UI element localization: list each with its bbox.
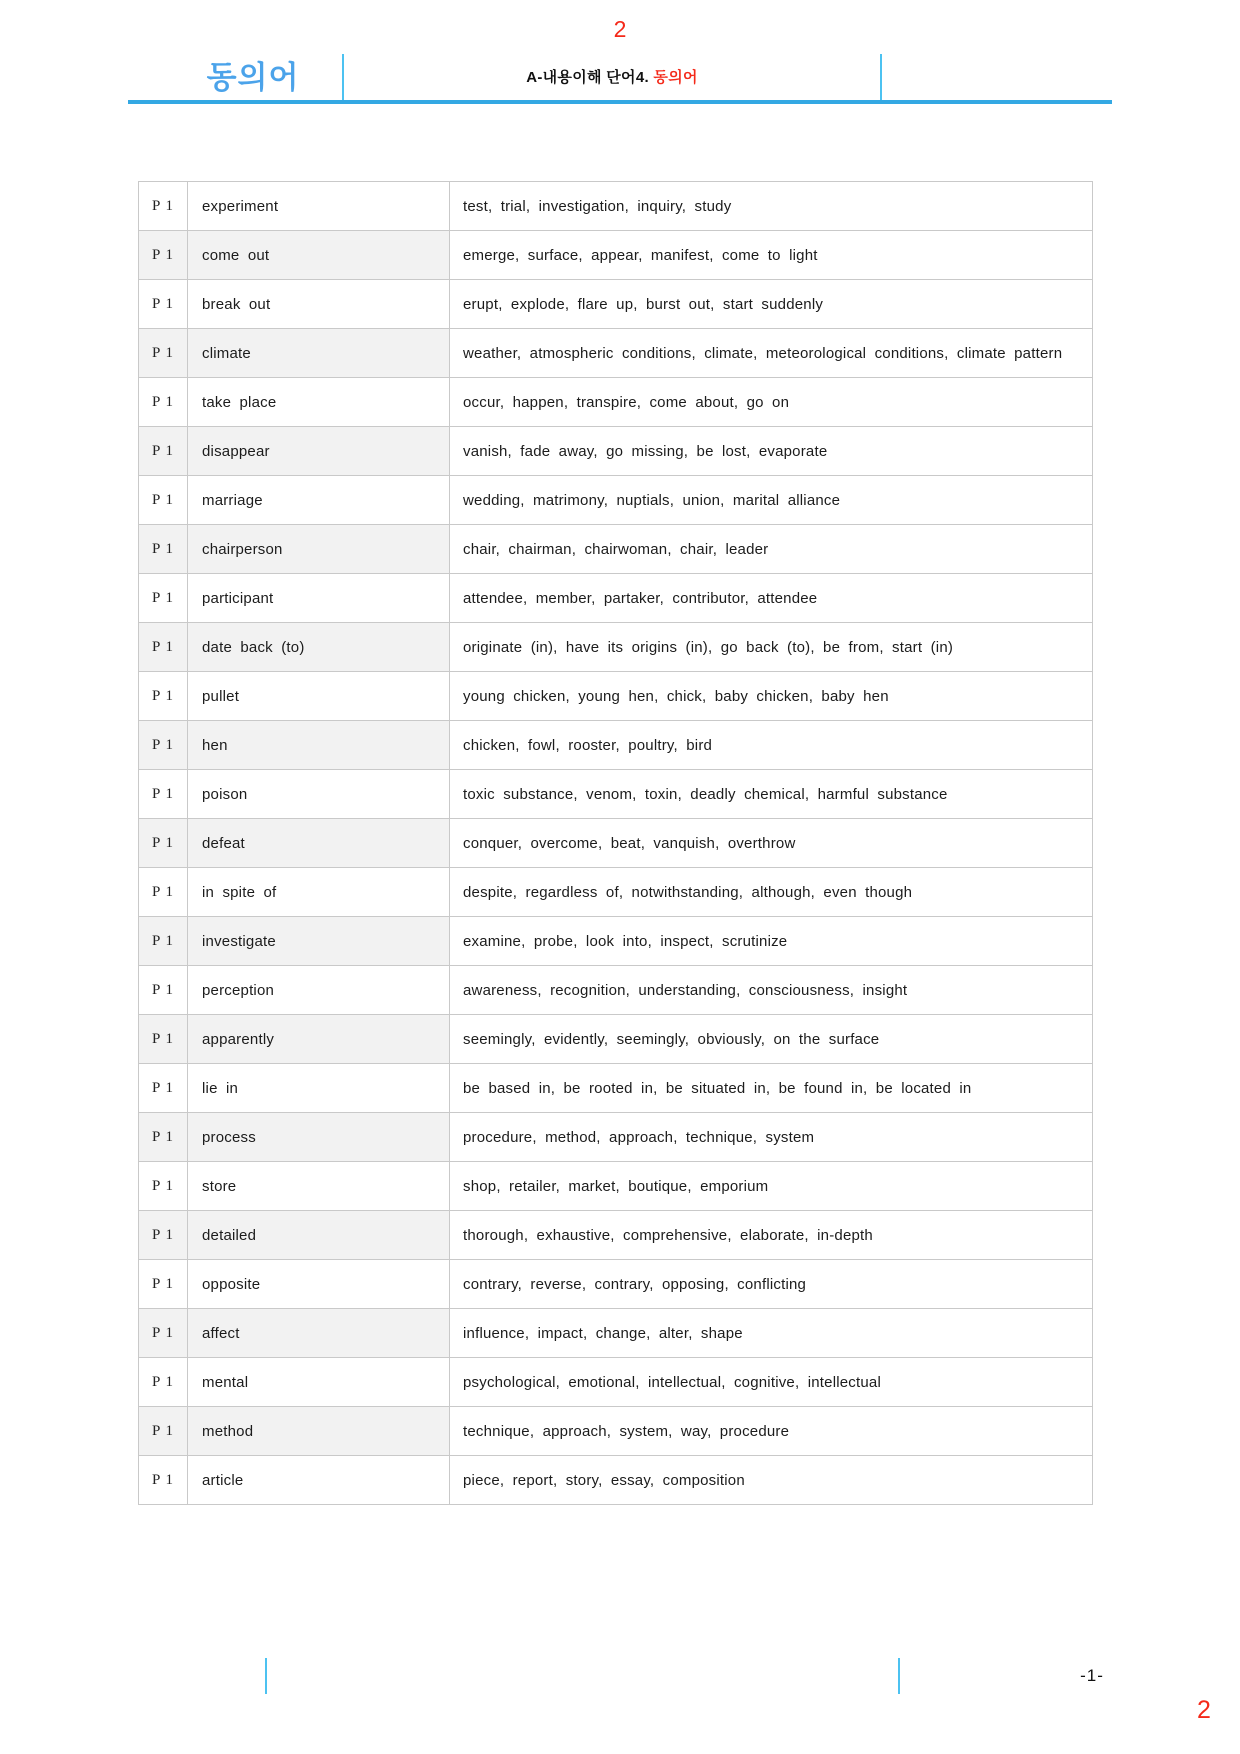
footer-divider-left [265, 1658, 267, 1694]
word-cell: date back (to) [188, 623, 450, 672]
synonym-table-body [139, 182, 1093, 1505]
table-row [139, 231, 1093, 280]
word-cell: article [188, 1456, 450, 1505]
synonyms-cell: wedding, matrimony, nuptials, union, marital alliance [450, 476, 1093, 525]
table-row [139, 1162, 1093, 1211]
synonyms-cell: psychological, emotional, intellectual, cognitive, intellectual [450, 1358, 1093, 1407]
table-row [139, 770, 1093, 819]
table-row [139, 329, 1093, 378]
table-row [139, 672, 1093, 721]
synonyms-cell: young chicken, young hen, chick, baby chicken, baby hen [450, 672, 1093, 721]
word-cell: participant [188, 574, 450, 623]
page-ref-cell: P 1 [139, 280, 188, 329]
table-row [139, 1211, 1093, 1260]
synonyms-cell: awareness, recognition, understanding, consciousness, insight [450, 966, 1093, 1015]
page-ref-cell: P 1 [139, 574, 188, 623]
table-row [139, 378, 1093, 427]
word-cell: disappear [188, 427, 450, 476]
word-cell: method [188, 1407, 450, 1456]
table-row [139, 182, 1093, 231]
synonym-table [138, 181, 1093, 1505]
header-center-title-black: A-내용이해 단어4. [526, 69, 649, 86]
page-ref-cell: P 1 [139, 182, 188, 231]
table-row [139, 1064, 1093, 1113]
page-ref-cell: P 1 [139, 672, 188, 721]
synonyms-cell: seemingly, evidently, seemingly, obviously, on the surface [450, 1015, 1093, 1064]
word-cell: perception [188, 966, 450, 1015]
page-ref-cell: P 1 [139, 1260, 188, 1309]
table-row [139, 1015, 1093, 1064]
table-row [139, 868, 1093, 917]
page-ref-cell: P 1 [139, 378, 188, 427]
table-row [139, 1260, 1093, 1309]
word-cell: pullet [188, 672, 450, 721]
table-row [139, 427, 1093, 476]
header-divider-right [880, 54, 882, 102]
synonyms-cell: chair, chairman, chairwoman, chair, leader [450, 525, 1093, 574]
page-ref-cell: P 1 [139, 1162, 188, 1211]
page-ref-cell: P 1 [139, 966, 188, 1015]
synonyms-cell: despite, regardless of, notwithstanding, although, even though [450, 868, 1093, 917]
table-row [139, 476, 1093, 525]
word-cell: store [188, 1162, 450, 1211]
page-ref-cell: P 1 [139, 329, 188, 378]
table-row [139, 1456, 1093, 1505]
word-cell: climate [188, 329, 450, 378]
footer-divider-right [898, 1658, 900, 1694]
table-row [139, 917, 1093, 966]
page-ref-cell: P 1 [139, 427, 188, 476]
word-cell: opposite [188, 1260, 450, 1309]
footer-page-label: -1- [1080, 1666, 1104, 1685]
synonyms-cell: vanish, fade away, go missing, be lost, evaporate [450, 427, 1093, 476]
table-row [139, 574, 1093, 623]
word-cell: come out [188, 231, 450, 280]
page-ref-cell: P 1 [139, 1358, 188, 1407]
page-ref-cell: P 1 [139, 819, 188, 868]
word-cell: defeat [188, 819, 450, 868]
page-ref-cell: P 1 [139, 770, 188, 819]
word-cell: experiment [188, 182, 450, 231]
table-row [139, 1407, 1093, 1456]
table-row [139, 1309, 1093, 1358]
table-row [139, 280, 1093, 329]
word-cell: mental [188, 1358, 450, 1407]
header-center-title-red: 동의어 [653, 69, 698, 86]
word-cell: hen [188, 721, 450, 770]
synonyms-cell: conquer, overcome, beat, vanquish, overthrow [450, 819, 1093, 868]
header-center-title [344, 66, 880, 87]
table-row [139, 721, 1093, 770]
word-cell: break out [188, 280, 450, 329]
page-ref-cell: P 1 [139, 1456, 188, 1505]
synonyms-cell: emerge, surface, appear, manifest, come to light [450, 231, 1093, 280]
synonyms-cell: examine, probe, look into, inspect, scrutinize [450, 917, 1093, 966]
top-page-number: 2 [613, 16, 627, 42]
table-row [139, 819, 1093, 868]
page-ref-cell: P 1 [139, 868, 188, 917]
header-left-title: 동의어 [206, 60, 300, 95]
header-underline [128, 100, 1112, 104]
page-ref-cell: P 1 [139, 476, 188, 525]
synonyms-cell: erupt, explode, flare up, burst out, start suddenly [450, 280, 1093, 329]
table-row [139, 525, 1093, 574]
table-row [139, 1358, 1093, 1407]
word-cell: take place [188, 378, 450, 427]
synonyms-cell: piece, report, story, essay, composition [450, 1456, 1093, 1505]
page-ref-cell: P 1 [139, 525, 188, 574]
synonyms-cell: toxic substance, venom, toxin, deadly chemical, harmful substance [450, 770, 1093, 819]
synonyms-cell: procedure, method, approach, technique, system [450, 1113, 1093, 1162]
synonyms-cell: shop, retailer, market, boutique, emporium [450, 1162, 1093, 1211]
word-cell: poison [188, 770, 450, 819]
page-ref-cell: P 1 [139, 231, 188, 280]
page-ref-cell: P 1 [139, 1064, 188, 1113]
page-ref-cell: P 1 [139, 917, 188, 966]
page-ref-cell: P 1 [139, 1211, 188, 1260]
synonyms-cell: test, trial, investigation, inquiry, study [450, 182, 1093, 231]
table-row [139, 966, 1093, 1015]
page-ref-cell: P 1 [139, 1113, 188, 1162]
word-cell: lie in [188, 1064, 450, 1113]
table-row [139, 1113, 1093, 1162]
word-cell: marriage [188, 476, 450, 525]
synonyms-cell: occur, happen, transpire, come about, go on [450, 378, 1093, 427]
synonyms-cell: be based in, be rooted in, be situated in, be found in, be located in [450, 1064, 1093, 1113]
bottom-page-number: 2 [1197, 1696, 1211, 1724]
word-cell: affect [188, 1309, 450, 1358]
word-cell: investigate [188, 917, 450, 966]
synonyms-cell: attendee, member, partaker, contributor, attendee [450, 574, 1093, 623]
synonyms-cell: influence, impact, change, alter, shape [450, 1309, 1093, 1358]
page-ref-cell: P 1 [139, 1015, 188, 1064]
synonyms-cell: thorough, exhaustive, comprehensive, elaborate, in-depth [450, 1211, 1093, 1260]
page-ref-cell: P 1 [139, 1407, 188, 1456]
synonyms-cell: technique, approach, system, way, procedure [450, 1407, 1093, 1456]
word-cell: chairperson [188, 525, 450, 574]
word-cell: apparently [188, 1015, 450, 1064]
page-ref-cell: P 1 [139, 1309, 188, 1358]
word-cell: process [188, 1113, 450, 1162]
synonyms-cell: chicken, fowl, rooster, poultry, bird [450, 721, 1093, 770]
page-ref-cell: P 1 [139, 721, 188, 770]
header [128, 50, 1112, 102]
word-cell: detailed [188, 1211, 450, 1260]
page-ref-cell: P 1 [139, 623, 188, 672]
synonyms-cell: contrary, reverse, contrary, opposing, conflicting [450, 1260, 1093, 1309]
table-row [139, 623, 1093, 672]
synonyms-cell: weather, atmospheric conditions, climate, meteorological conditions, climate pattern [450, 329, 1093, 378]
synonyms-cell: originate (in), have its origins (in), go back (to), be from, start (in) [450, 623, 1093, 672]
word-cell: in spite of [188, 868, 450, 917]
